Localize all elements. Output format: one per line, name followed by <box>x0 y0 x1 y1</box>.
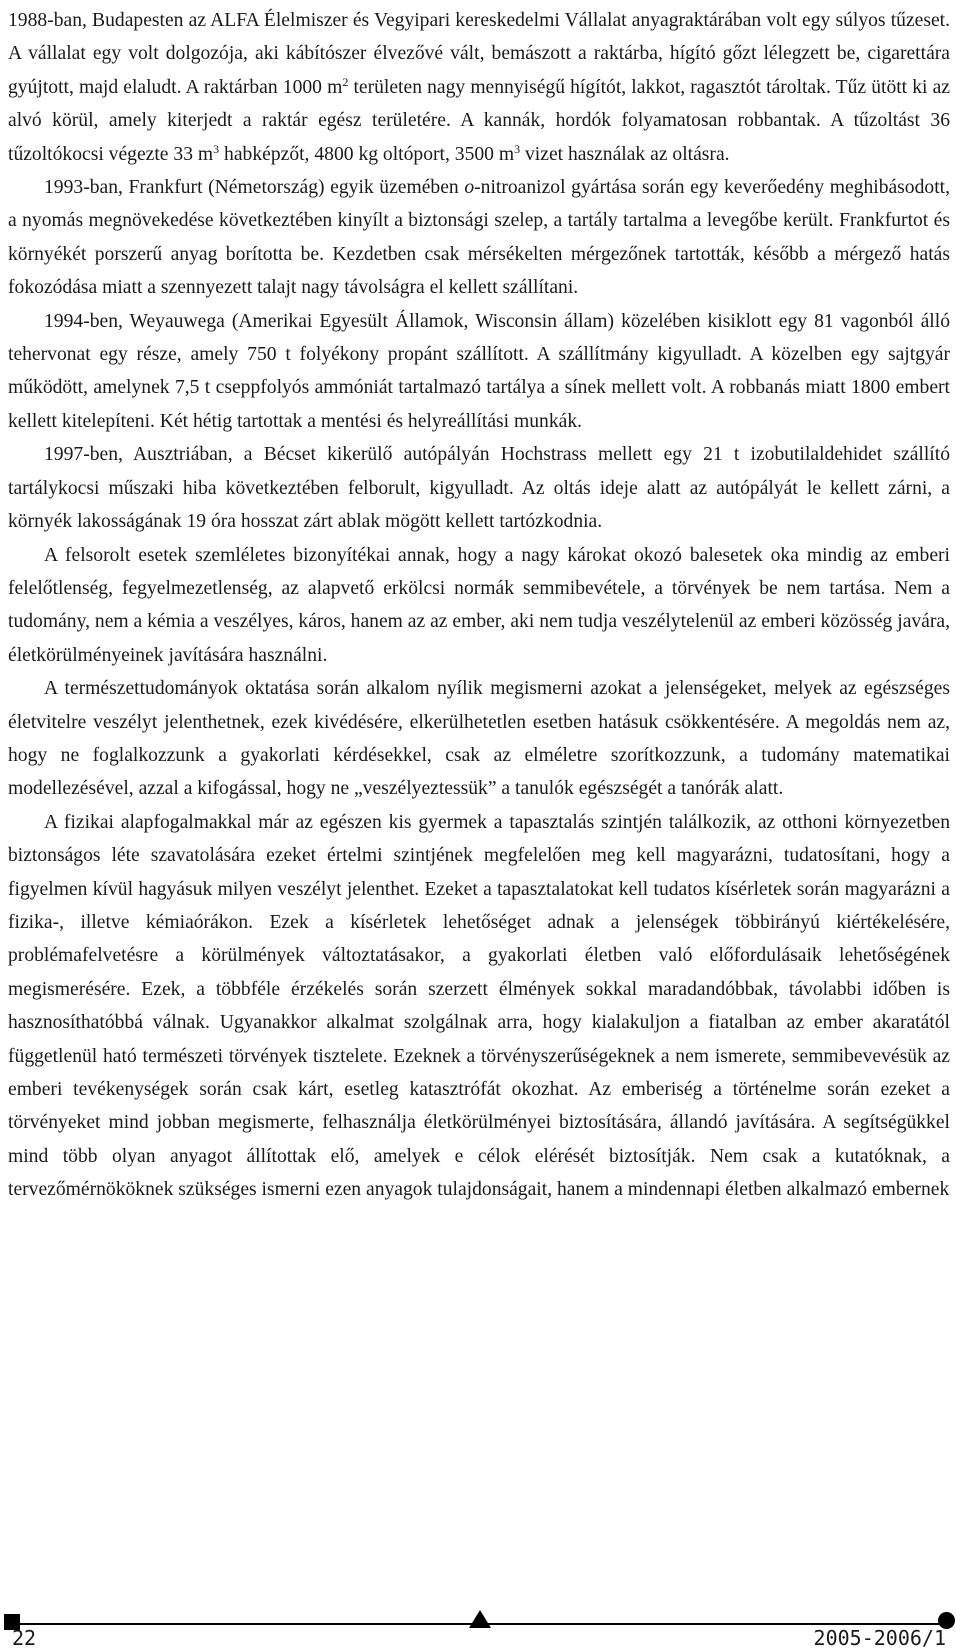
paragraph-text: 1993-ban, Frankfurt (Németország) egyik üzemében <box>44 177 465 199</box>
paragraph-conclusion: A felsorolt esetek szemléletes bizonyítékai annak, hogy a nagy károkat okozó balesetek oka mindig az emberi felelőtlenség, fegyelmezetlenség, az alapvető erkölcsi normák semmibevétele, a törvények be nem tartása. Nem a tudomány, nem a kémia a veszélyes, káros, hanem az az ember, aki nem tudja veszélytelenül az emberi közösség javára, életkörülményeinek javítására használni. <box>8 544 950 666</box>
superscript: 2 <box>342 74 349 89</box>
paragraph-text: vizet használak az oltásra. <box>520 143 730 165</box>
paragraph-1988-fire <box>8 4 950 171</box>
italic-prefix: o <box>464 177 475 199</box>
paragraph-text: habképzőt, 4800 kg oltóport, 3500 m <box>219 143 515 165</box>
paragraph-science-education: A természettudományok oktatása során alkalom nyílik megismerni azokat a jelenségeket, melyek az egészséges életvitelre veszélyt jelenthetnek, ezek kivédésére, elkerülhetetlen esetben hatásuk csökkentésére. A megoldás nem az, hogy ne foglalkozzunk a gyakorlati kérdésekkel, csak az elméletre szorítkozzunk, a tudomány matematikai modellezésével, azzal a kifogással, hogy ne „veszélyeztessük” a tanulók egészségét a tanórák alatt. <box>8 678 950 800</box>
superscript: 3 <box>514 141 521 156</box>
triangle-marker-icon <box>469 1610 491 1628</box>
paragraph-1997-austria: 1997-ben, Ausztriában, a Bécset kikerülő autópályán Hochstrass mellett egy 21 t izobutilaldehidet szállító tartálykocsi műszaki hiba következtében felborult, kigyulladt. Az oltás ideje alatt az autópályát le kellett zárni, a környék lakosságának 19 óra hosszat zárt ablak mögött kellett tartózkodnia. <box>8 444 950 533</box>
paragraph-text: 1988-ban, Budapesten az ALFA Élelmiszer és Vegyipari kereskedelmi Vállalat anyagraktárában volt egy súlyos tűzeset. A vállalat egy volt dolgozója, aki kábítószer élvezővé vált, bemászott a raktárba, hígító gőzt lélegzett be, cigarettára gyújtott, majd elaludt. A raktárban 1000 m <box>8 10 950 98</box>
superscript: 3 <box>213 141 220 156</box>
page-number: 22 <box>12 1626 37 1650</box>
paragraph-1994-weyauwega: 1994-ben, Weyauwega (Amerikai Egyesült Államok, Wisconsin állam) közelében kisiklott egy 81 vagonból álló tehervonat egy része, amely 750 t folyékony propánt szállított. A szállítmány kigyulladt. A közelben egy sajtgyár működött, amelynek 7,5 t cseppfolyós ammóniát tartalmazó tartálya a sínek mellett volt. A robbanás miatt 1800 embert kellett kitelepíteni. Két hétig tartottak a mentési és helyreállítási munkák. <box>8 310 950 432</box>
issue-label: 2005-2006/1 <box>813 1626 946 1650</box>
paragraph-text: -nitroanizol gyártása során egy keverőedény meghibásodott, a nyomás megnövekedése következtében kinyílt a biztonsági szelep, a tartály tartalma a levegőbe került. Frankfurtot és környékét porszerű anyag borította be. Kezdetben csak mérsékelten mérgezőnek tartották, később a mérgező hatás fokozódása miatt a szennyezett talajt nagy távolságra el kellett szállítani. <box>8 177 950 299</box>
paragraph-physics-concepts: A fizikai alapfogalmakkal már az egészen kis gyermek a tapasztalás szintjén találkozik, az otthoni környezetben biztonságos léte szavatolására ezeket értelmi szintjének megfelelően meg kell magyarázni, tudatosítani, hogy a figyelmen kívül hagyásuk milyen veszélyt jelenthet. Ezeket a tapasztalatokat kell tudatos kísérletek során magyarázni a fizika-, illetve kémiaórákon. Ezek a kísérletek lehetőséget adnak a jelenségek többirányú kiértékelésére, problémafelvetésre a körülmények változtatásakor, a gyakorlati életben való előfordulásaik lehetőségének megismerésére. Ezek, a többféle érzékelés során szerzett élmények sokkal maradandóbbak, távolabbi időben is hasznosíthatóbbá válnak. Ugyanakkor alkalmat szolgálnak arra, hogy kialakuljon a fiatalban az ember akaratától függetlenül ható természeti törvények tisztelete. Ezeknek a törvényszerűségeknek a nem ismerete, semmibevevésük az emberi tevékenységek során csak kárt, esetleg katasztrófát okozhat. Az emberiség a történelme során ezeket a törvényeket mind jobban megismerte, felhasználja életkörülményei biztosítására, állandó javítására. A segítségükkel mind több olyan anyagot állítottak elő, amelyek e célok elérését biztosítják. Nem csak a kutatóknak, a tervezőmérnököknek szükséges ismerni ezen anyagok tulajdonságait, hanem a mindennapi életben alkalmazó embernek <box>8 811 950 1201</box>
paragraph-1993-frankfurt <box>8 171 950 305</box>
paragraph-text: területen nagy mennyiségű hígítót, lakkot, ragasztót tároltak. Tűz ütött ki az alvó körül, amely kiterjedt a raktár egész területére. A kannák, hordók folyamatosan robbantak. A tűzoltást 36 tűzoltókocsi végezte 33 m <box>8 76 950 165</box>
article-body <box>8 4 950 1207</box>
